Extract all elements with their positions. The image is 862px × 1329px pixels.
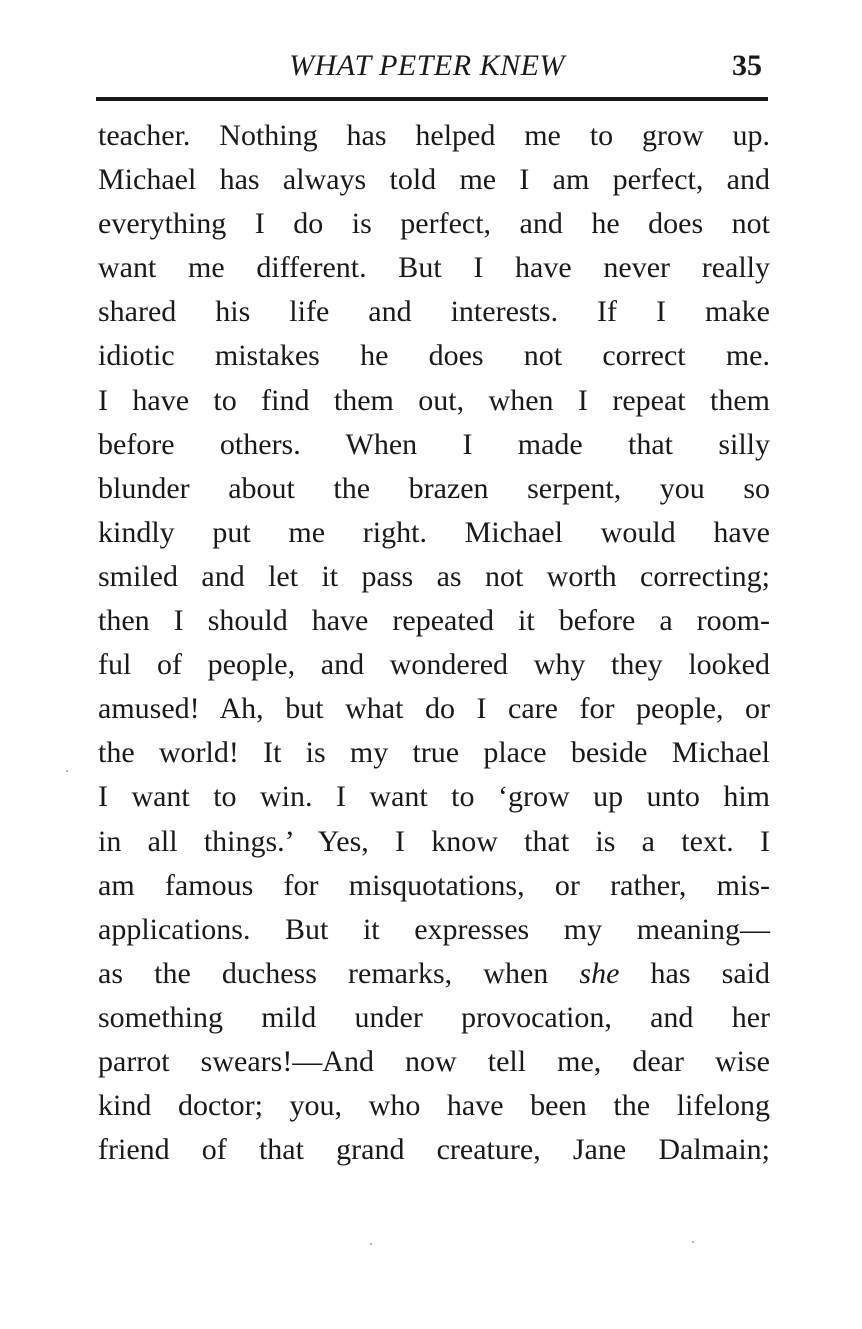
text-line: Michael has always told me I am perfect, and bbox=[98, 163, 770, 197]
text-line: in all things.’ Yes, I know that is a text. I bbox=[98, 824, 770, 858]
scan-speck bbox=[370, 1243, 372, 1245]
italic-word: she bbox=[579, 956, 620, 990]
text-line: everything I do is perfect, and he does not bbox=[98, 207, 770, 241]
text-line: the world! It is my true place beside Michael bbox=[98, 736, 770, 770]
page-number: 35 bbox=[732, 49, 762, 82]
text-line: amused! Ah, but what do I care for people, or bbox=[98, 692, 770, 726]
scan-speck bbox=[66, 770, 68, 772]
header-rule bbox=[96, 97, 768, 101]
text-line: applications. But it expresses my meaning— bbox=[98, 912, 770, 946]
text-line: idiotic mistakes he does not correct me. bbox=[98, 339, 770, 373]
text-line: shared his life and interests. If I make bbox=[98, 295, 770, 329]
text-line: parrot swears!—And now tell me, dear wise bbox=[98, 1044, 770, 1078]
text-segment: as the duchess remarks, when bbox=[98, 956, 580, 990]
running-head bbox=[96, 44, 768, 88]
text-line: am famous for misquotations, or rather, mis- bbox=[98, 868, 770, 902]
text-line: want me different. But I have never really bbox=[98, 251, 770, 285]
running-title: WHAT PETER KNEW bbox=[289, 49, 565, 82]
scan-speck bbox=[692, 1241, 694, 1243]
text-line: friend of that grand creature, Jane Dalmain; bbox=[98, 1133, 770, 1167]
text-line: before others. When I made that silly bbox=[98, 427, 770, 461]
text-line: I want to win. I want to ‘grow up unto him bbox=[98, 780, 770, 814]
text-line: ful of people, and wondered why they looked bbox=[98, 648, 770, 682]
text-line: I have to find them out, when I repeat them bbox=[98, 383, 770, 417]
body-text bbox=[98, 114, 770, 1172]
text-line: kind doctor; you, who have been the lifelong bbox=[98, 1089, 770, 1123]
text-line: teacher. Nothing has helped me to grow up. bbox=[98, 119, 770, 152]
text-line: kindly put me right. Michael would have bbox=[98, 515, 770, 549]
text-line: then I should have repeated it before a room- bbox=[98, 604, 770, 638]
text-line-with-italic bbox=[98, 952, 770, 996]
text-segment: has said bbox=[619, 956, 770, 990]
text-line: smiled and let it pass as not worth correcting; bbox=[98, 559, 770, 593]
text-line: blunder about the brazen serpent, you so bbox=[98, 471, 770, 505]
text-line: something mild under provocation, and her bbox=[98, 1000, 770, 1034]
